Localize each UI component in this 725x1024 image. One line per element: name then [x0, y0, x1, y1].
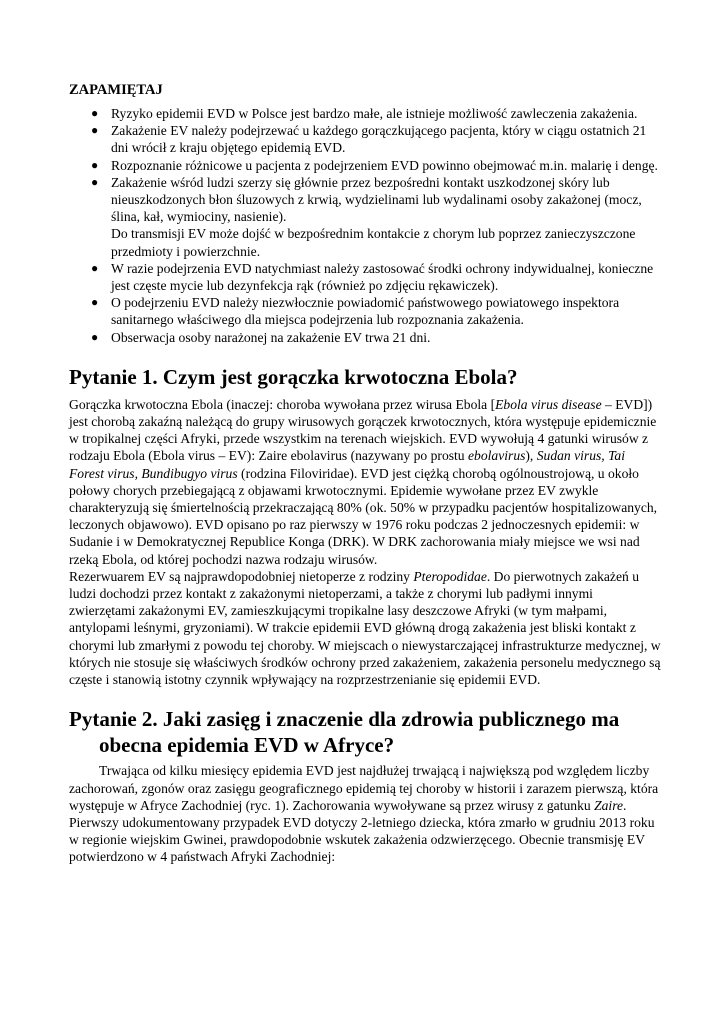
- text-run: Rezerwuarem EV są najprawdopodobniej nietoperze z rodziny: [69, 568, 414, 584]
- question-2-heading: Pytanie 2. Jaki zasięg i znaczenie dla zdrowia publicznego ma obecna epidemia EVD w Afryce?: [69, 707, 620, 758]
- text-run: . Do pierwotnych zakażeń u ludzi dochodzi przez kontakt z zakażonymi nietoperzami, a także z chorymi lub padłymi innymi zwierzętami zakażonymi EV, zamieszkującymi tropikalne lasy deszczowe Afryki (w tym małpami, antylopami leśnymi, gryzoniami). W trakcie epidemii EVD główną drogą zakażenia jest bliski kontakt z chorymi lub zmarłymi z powodu tej choroby. W miejscach o niewystarczającej infrastrukturze medycznej, w których nie stosuje się właściwych środków ochrony przed zakażeniem, zakażenia personelu medycznego są częste i stanowią istotny czynnik wpływający na rozprzestrzenianie się epidemii EVD.: [69, 568, 661, 688]
- bullet-icon: ●: [91, 174, 99, 189]
- list-item-text: Ryzyko epidemii EVD w Polsce jest bardzo małe, ale istnieje możliwość zawleczenia zakażenia.: [111, 106, 638, 121]
- list-item-text: W razie podejrzenia EVD natychmiast należy zastosować środki ochrony indywidualnej, konieczne jest częste mycie lub dezynfekcja rąk (również po zdjęciu rękawiczek).: [111, 260, 654, 294]
- bullet-icon: ●: [91, 123, 99, 138]
- text-run: – EVD]) jest chorobą zakaźną należącą do grupy wirusowych gorączek krwotocznych, która występuje epidemicznie w tropikalnej części Afryki, przede wszystkim na terenach wiejskich. EVD wywołują 4 gatunki wirusów z rodzaju Ebola (Ebola virus – EV): Zaire ebolavirus (nazywany po prostu: [69, 396, 657, 464]
- list-item: [69, 294, 661, 328]
- text-run: . Pierwszy udokumentowany przypadek EVD dotyczy 2-letniego dziecka, która zmarło w grudniu 2013 roku w regionie wiejskim Gwinei, prawdopodobnie wskutek zakażenia odzwierzęcego. Obecnie transmisję EV potwierdzono w 4 państwach Afryki Zachodniej:: [69, 797, 655, 865]
- list-item: [69, 329, 661, 346]
- list-item: [69, 122, 661, 156]
- italic-run: Ebola virus disease: [495, 396, 602, 412]
- document-page: [69, 82, 661, 866]
- list-item: [69, 157, 661, 174]
- text-run: Gorączka krwotoczna Ebola (inaczej: choroba wywołana przez wirusa Ebola [: [69, 396, 496, 412]
- question-2-paragraph-1: [69, 762, 661, 865]
- text-run: Trwająca od kilku miesięcy epidemia EVD jest najdłużej trwającą i największą pod względem liczby zachorowań, zgonów oraz zasięgu geograficznego epidemią tej choroby w historii i zarazem pierwszą, która występuje w Afryce Zachodniej (ryc. 1). Zachorowania wywoływane są przez wirusy z gatunku: [69, 763, 659, 813]
- list-item-text: O podejrzeniu EVD należy niezwłocznie powiadomić państwowego powiatowego inspektora sanitarnego właściwego dla miejsca podejrzenia lub rozpoznania zakażenia.: [111, 295, 620, 328]
- bullet-icon: ●: [91, 157, 99, 172]
- italic-run: Sudan virus, Tai Forest virus, Bundibugyo virus: [69, 448, 625, 481]
- list-item-text: Rozpoznanie różnicowe u pacjenta z podejrzeniem EVD powinno obejmować m.in. malarię i dengę.: [111, 157, 658, 173]
- italic-run: Pteropodidae: [413, 568, 487, 584]
- text-run: ),: [525, 448, 537, 464]
- remember-heading: ZAPAMIĘTAJ: [69, 82, 163, 98]
- bullet-icon: ●: [91, 295, 99, 310]
- bullet-icon: ●: [91, 260, 99, 275]
- list-item: [69, 174, 661, 260]
- question-1-paragraph-2: [69, 568, 661, 688]
- remember-list: [69, 105, 661, 346]
- list-item: [69, 260, 661, 294]
- bullet-icon: ●: [91, 329, 99, 344]
- list-item-text: Zakażenie wśród ludzi szerzy się głównie przez bezpośredni kontakt uszkodzonej skóry lub nieuszkodzonych błon śluzowych z krwią, wydzielinami lub wydalinami osoby zakażonej (mocz, ślina, kał, wymiociny, nasienie).: [111, 174, 642, 225]
- question-1-paragraph-1: [69, 396, 661, 568]
- italic-run: ebolavirus: [468, 448, 526, 464]
- list-item-subtext: Do transmisji EV może dojść w bezpośrednim kontakcie z chorym lub poprzez zanieczyszczone przedmioty i powierzchnie.: [111, 226, 636, 259]
- list-item: [69, 105, 661, 122]
- list-item-text: Obserwacja osoby narażonej na zakażenie EV trwa 21 dni.: [111, 329, 431, 345]
- list-item-text: Zakażenie EV należy podejrzewać u każdego gorączkującego pacjenta, który w ciągu ostatnich 21 dni wrócił z kraju objętego epidemią EVD.: [111, 123, 647, 156]
- italic-run: Zaire: [594, 797, 624, 813]
- question-1-heading: Pytanie 1. Czym jest gorączka krwotoczna Ebola?: [69, 364, 518, 389]
- text-run: (rodzina Filoviridae). EVD jest ciężką chorobą ogólnoustrojową, u około połowy chorych przebiegającą z objawami krwotocznymi. Epidemie wywołane przez EV zwykle charakteryzują się śmiertelnością przekraczającą 80% (ok. 50% w przypadku pacjentów hospitalizowanych, leczonych objawowo). EVD opisano po raz pierwszy w 1976 roku podczas 2 jednoczesnych epidemii: w Sudanie i w Demokratycznej Republice Konga (DRK). W DRK zachorowania miały miejsce we wsi nad rzeką Ebola, od której pochodzi nazwa rodzaju wirusów.: [69, 465, 658, 567]
- bullet-icon: ●: [91, 106, 99, 120]
